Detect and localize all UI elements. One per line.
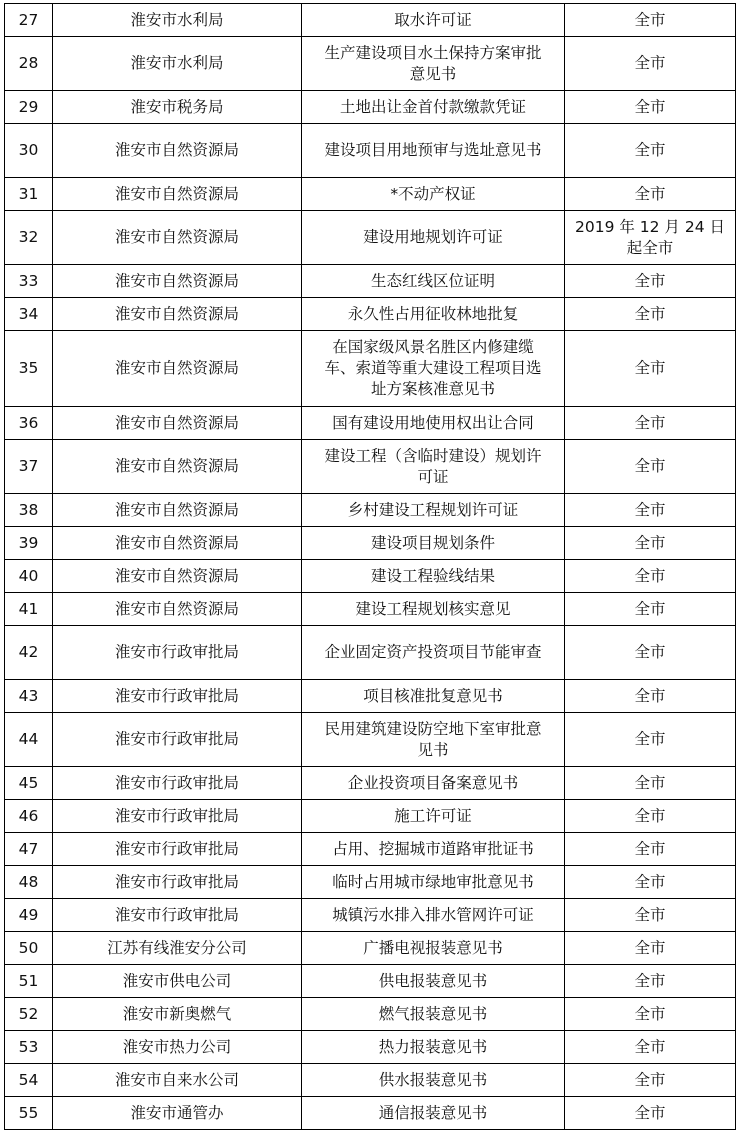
scope-cell: 全市 [565, 560, 736, 593]
scope-cell: 全市 [565, 866, 736, 899]
table-row [5, 91, 736, 124]
scope-cell: 全市 [565, 4, 736, 37]
row-number: 40 [5, 560, 53, 593]
department-cell: 淮安市自然资源局 [53, 331, 302, 407]
department-cell: 淮安市行政审批局 [53, 767, 302, 800]
department-cell: 淮安市自来水公司 [53, 1064, 302, 1097]
certificate-item-cell: 项目核准批复意见书 [302, 680, 565, 713]
table-row [5, 680, 736, 713]
scope-cell: 全市 [565, 440, 736, 494]
row-number: 37 [5, 440, 53, 494]
row-number: 34 [5, 298, 53, 331]
table-row [5, 1031, 736, 1064]
certificate-item-cell: 占用、挖掘城市道路审批证书 [302, 833, 565, 866]
department-cell: 淮安市税务局 [53, 91, 302, 124]
certificate-item-cell: 燃气报装意见书 [302, 998, 565, 1031]
table-row [5, 178, 736, 211]
department-cell: 淮安市行政审批局 [53, 899, 302, 932]
table-row [5, 866, 736, 899]
row-number: 28 [5, 37, 53, 91]
scope-cell: 全市 [565, 298, 736, 331]
certificate-item-cell: 建设工程（含临时建设）规划许可证 [302, 440, 565, 494]
row-number: 54 [5, 1064, 53, 1097]
scope-cell: 全市 [565, 593, 736, 626]
department-cell: 淮安市供电公司 [53, 965, 302, 998]
certificate-item-cell: 乡村建设工程规划许可证 [302, 494, 565, 527]
row-number: 45 [5, 767, 53, 800]
table-row [5, 37, 736, 91]
certificate-item-cell: 临时占用城市绿地审批意见书 [302, 866, 565, 899]
row-number: 29 [5, 91, 53, 124]
department-cell: 淮安市新奥燃气 [53, 998, 302, 1031]
certificate-item-cell: 国有建设用地使用权出让合同 [302, 407, 565, 440]
table-row [5, 998, 736, 1031]
scope-cell: 全市 [565, 1031, 736, 1064]
row-number: 44 [5, 713, 53, 767]
department-cell: 淮安市通管办 [53, 1097, 302, 1130]
department-cell: 淮安市行政审批局 [53, 866, 302, 899]
certificate-table [4, 3, 736, 1130]
scope-cell: 全市 [565, 767, 736, 800]
department-cell: 淮安市自然资源局 [53, 298, 302, 331]
department-cell: 淮安市自然资源局 [53, 440, 302, 494]
row-number: 41 [5, 593, 53, 626]
table-row [5, 298, 736, 331]
row-number: 27 [5, 4, 53, 37]
row-number: 39 [5, 527, 53, 560]
row-number: 51 [5, 965, 53, 998]
row-number: 46 [5, 800, 53, 833]
table-row [5, 713, 736, 767]
department-cell: 淮安市自然资源局 [53, 407, 302, 440]
table-row [5, 767, 736, 800]
certificate-item-cell: 土地出让金首付款缴款凭证 [302, 91, 565, 124]
table-row [5, 494, 736, 527]
certificate-item-cell: 城镇污水排入排水管网许可证 [302, 899, 565, 932]
table-row [5, 833, 736, 866]
scope-cell: 全市 [565, 899, 736, 932]
certificate-item-cell: 建设项目用地预审与选址意见书 [302, 124, 565, 178]
department-cell: 淮安市自然资源局 [53, 560, 302, 593]
department-cell: 淮安市行政审批局 [53, 626, 302, 680]
scope-cell: 全市 [565, 407, 736, 440]
certificate-item-cell: 生产建设项目水土保持方案审批意见书 [302, 37, 565, 91]
certificate-item-cell: 建设项目规划条件 [302, 527, 565, 560]
table-row [5, 899, 736, 932]
scope-cell: 全市 [565, 124, 736, 178]
certificate-item-cell: 供电报装意见书 [302, 965, 565, 998]
department-cell: 淮安市自然资源局 [53, 211, 302, 265]
department-cell: 淮安市热力公司 [53, 1031, 302, 1064]
table-row [5, 211, 736, 265]
row-number: 31 [5, 178, 53, 211]
scope-cell: 全市 [565, 527, 736, 560]
scope-cell: 全市 [565, 178, 736, 211]
table-row [5, 527, 736, 560]
table-row [5, 4, 736, 37]
scope-cell: 全市 [565, 1097, 736, 1130]
row-number: 47 [5, 833, 53, 866]
table-row [5, 124, 736, 178]
table-row [5, 440, 736, 494]
scope-cell: 全市 [565, 626, 736, 680]
department-cell: 淮安市自然资源局 [53, 527, 302, 560]
certificate-item-cell: 永久性占用征收林地批复 [302, 298, 565, 331]
table-row [5, 265, 736, 298]
certificate-item-cell: 企业固定资产投资项目节能审查 [302, 626, 565, 680]
scope-cell: 全市 [565, 91, 736, 124]
table-body [5, 4, 736, 1130]
certificate-item-cell: 取水许可证 [302, 4, 565, 37]
row-number: 53 [5, 1031, 53, 1064]
table-row [5, 932, 736, 965]
department-cell: 淮安市自然资源局 [53, 593, 302, 626]
certificate-item-cell: 民用建筑建设防空地下室审批意见书 [302, 713, 565, 767]
row-number: 55 [5, 1097, 53, 1130]
table-row [5, 626, 736, 680]
row-number: 43 [5, 680, 53, 713]
scope-cell: 全市 [565, 713, 736, 767]
certificate-item-cell: 广播电视报装意见书 [302, 932, 565, 965]
certificate-item-cell: 建设工程规划核实意见 [302, 593, 565, 626]
department-cell: 江苏有线淮安分公司 [53, 932, 302, 965]
row-number: 33 [5, 265, 53, 298]
table-row [5, 1097, 736, 1130]
scope-cell: 全市 [565, 680, 736, 713]
department-cell: 淮安市自然资源局 [53, 124, 302, 178]
scope-cell: 全市 [565, 833, 736, 866]
row-number: 52 [5, 998, 53, 1031]
row-number: 42 [5, 626, 53, 680]
department-cell: 淮安市自然资源局 [53, 178, 302, 211]
table-row [5, 800, 736, 833]
table-row [5, 965, 736, 998]
department-cell: 淮安市行政审批局 [53, 680, 302, 713]
table-row [5, 593, 736, 626]
scope-cell: 全市 [565, 37, 736, 91]
row-number: 49 [5, 899, 53, 932]
row-number: 30 [5, 124, 53, 178]
scope-cell: 全市 [565, 265, 736, 298]
department-cell: 淮安市水利局 [53, 4, 302, 37]
certificate-item-cell: 建设工程验线结果 [302, 560, 565, 593]
scope-cell: 全市 [565, 965, 736, 998]
certificate-item-cell: 热力报装意见书 [302, 1031, 565, 1064]
scope-cell: 全市 [565, 1064, 736, 1097]
department-cell: 淮安市自然资源局 [53, 494, 302, 527]
department-cell: 淮安市行政审批局 [53, 800, 302, 833]
row-number: 36 [5, 407, 53, 440]
department-cell: 淮安市水利局 [53, 37, 302, 91]
certificate-item-cell: 企业投资项目备案意见书 [302, 767, 565, 800]
scope-cell: 全市 [565, 331, 736, 407]
row-number: 48 [5, 866, 53, 899]
table-row [5, 1064, 736, 1097]
certificate-item-cell: 通信报装意见书 [302, 1097, 565, 1130]
row-number: 50 [5, 932, 53, 965]
table-row [5, 331, 736, 407]
department-cell: 淮安市行政审批局 [53, 833, 302, 866]
scope-cell: 全市 [565, 932, 736, 965]
department-cell: 淮安市自然资源局 [53, 265, 302, 298]
scope-cell: 全市 [565, 800, 736, 833]
scope-cell: 全市 [565, 494, 736, 527]
table-row [5, 560, 736, 593]
certificate-item-cell: 在国家级风景名胜区内修建缆车、索道等重大建设工程项目选址方案核准意见书 [302, 331, 565, 407]
row-number: 38 [5, 494, 53, 527]
scope-cell: 全市 [565, 998, 736, 1031]
department-cell: 淮安市行政审批局 [53, 713, 302, 767]
certificate-item-cell: 供水报装意见书 [302, 1064, 565, 1097]
certificate-item-cell: 施工许可证 [302, 800, 565, 833]
scope-cell: 2019 年 12 月 24 日起全市 [565, 211, 736, 265]
certificate-item-cell: *不动产权证 [302, 178, 565, 211]
row-number: 32 [5, 211, 53, 265]
table-row [5, 407, 736, 440]
certificate-item-cell: 建设用地规划许可证 [302, 211, 565, 265]
certificate-item-cell: 生态红线区位证明 [302, 265, 565, 298]
row-number: 35 [5, 331, 53, 407]
